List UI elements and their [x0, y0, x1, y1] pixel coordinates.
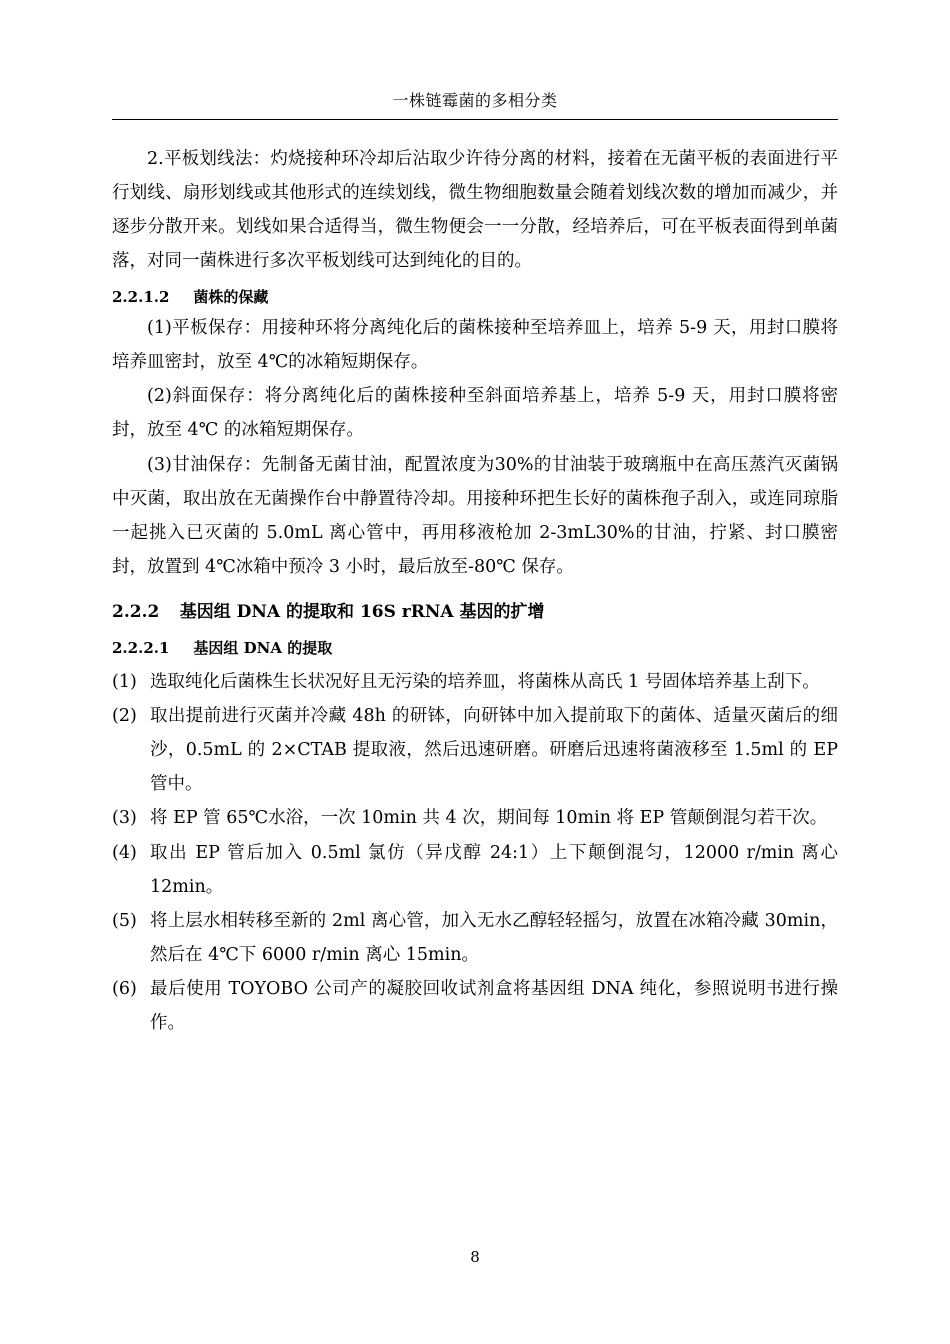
list-item — [112, 972, 838, 1040]
running-title: 一株链霉菌的多相分类 — [392, 91, 558, 110]
paragraph-slant-storage: (2)斜面保存：将分离纯化后的菌株接种至斜面培养基上，培养 5-9 天，用封口膜将密封，放至 4℃ 的冰箱短期保存。 — [112, 386, 838, 441]
heading-2-2-2-1 — [112, 633, 838, 665]
list-item-marker: (3) — [112, 808, 137, 829]
list-item-marker: (4) — [112, 842, 137, 863]
page-body — [112, 142, 838, 1040]
list-item-text: 取出提前进行灭菌并冷藏 48h 的研钵，向研钵中加入提前取下的菌体、适量灭菌后的细沙，0.5mL 的 2×CTAB 提取液，然后迅速研磨。研磨后迅速将菌液移至 1.5ml 的 EP 管中。 — [150, 706, 838, 795]
list-item — [112, 904, 838, 972]
heading-2-2-1-2-number: 2.2.1.2 — [112, 287, 170, 306]
list-item-text: 将 EP 管 65℃水浴，一次 10min 共 4 次，期间每 10min 将 EP 管颠倒混匀若干次。 — [150, 808, 828, 829]
list-item — [112, 801, 838, 835]
list-item-marker: (2) — [112, 706, 137, 727]
list-item — [112, 665, 838, 699]
heading-2-2-1-2-text: 菌株的保藏 — [193, 287, 269, 306]
page-header — [112, 0, 838, 120]
header-divider — [112, 119, 838, 120]
list-item-text: 最后使用 TOYOBO 公司产的凝胶回收试剂盒将基因组 DNA 纯化，参照说明书进行操作。 — [150, 979, 838, 1034]
paragraph-plate-storage: (1)平板保存：用接种环将分离纯化后的菌株接种至培养皿上，培养 5-9 天，用封口膜将培养皿密封，放至 4℃的冰箱短期保存。 — [112, 318, 838, 373]
list-item — [112, 836, 838, 904]
list-item — [112, 699, 838, 801]
paragraph-plate-streak: 2.平板划线法：灼烧接种环冷却后沾取少许待分离的材料，接着在无菌平板的表面进行平行划线、扇形划线或其他形式的连续划线，微生物细胞数量会随着划线次数的增加而减少，并逐步分散开来。划线如果合适得当，微生物便会一一分散，经培养后，可在平板表面得到单菌落，对同一菌株进行多次平板划线可达到纯化的目的。 — [112, 149, 838, 272]
list-item-marker: (6) — [112, 979, 137, 1000]
heading-2-2-2-1-text: 基因组 DNA 的提取 — [193, 639, 333, 658]
extraction-steps-list — [112, 665, 838, 1040]
list-item-text: 取出 EP 管后加入 0.5ml 氯仿（异戊醇 24:1）上下颠倒混匀，12000 r/min 离心 12min。 — [150, 842, 838, 897]
heading-2-2-2-1-number: 2.2.2.1 — [112, 639, 170, 658]
paragraph-glycerol-storage: (3)甘油保存：先制备无菌甘油，配置浓度为30%的甘油装于玻璃瓶中在高压蒸汽灭菌锅中灭菌，取出放在无菌操作台中静置待冷却。用接种环把生长好的菌株孢子刮入，或连同琼脂一起挑入已灭菌的 5.0mL 离心管中，再用移液枪加 2-3mL30%的甘油，拧紧、封口膜密封，放置到 4℃冰箱中预冷 3 小时，最后放至-80℃ 保存。 — [112, 454, 838, 577]
heading-2-2-2-number: 2.2.2 — [112, 602, 160, 622]
list-item-marker: (1) — [112, 671, 137, 692]
heading-2-2-1-2 — [112, 283, 838, 312]
heading-2-2-2-text: 基因组 DNA 的提取和 16S rRNA 基因的扩增 — [179, 602, 545, 622]
heading-2-2-2 — [112, 594, 838, 631]
list-item-text: 选取纯化后菌株生长状况好且无污染的培养皿，将菌株从高氏 1 号固体培养基上刮下。 — [150, 671, 820, 692]
list-item-text: 将上层水相转移至新的 2ml 离心管，加入无水乙醇轻轻摇匀，放置在冰箱冷藏 30min，然后在 4℃下 6000 r/min 离心 15min。 — [150, 910, 838, 965]
page-number: 8 — [470, 1248, 480, 1266]
list-item-marker: (5) — [112, 910, 137, 931]
